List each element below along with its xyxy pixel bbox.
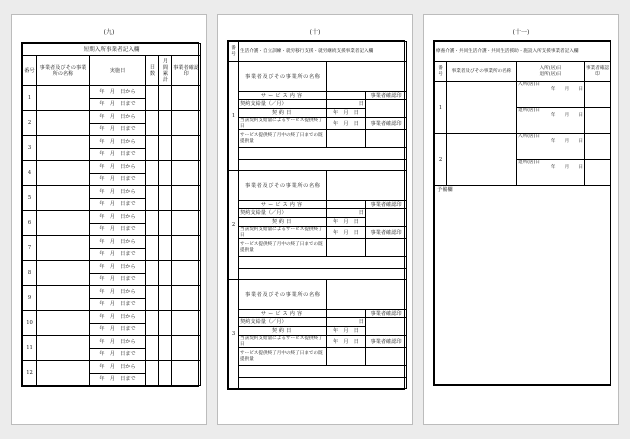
row-number: 1 — [23, 86, 37, 111]
residential-form — [433, 40, 611, 386]
service-field[interactable] — [327, 92, 366, 100]
row-number: 5 — [23, 186, 37, 211]
seal-field[interactable] — [172, 236, 201, 261]
provider-name-field[interactable] — [37, 136, 90, 161]
short-term-form — [21, 42, 199, 387]
seal-label: 事業者確認印 — [366, 227, 407, 239]
monthly-total-field[interactable] — [159, 86, 172, 111]
discharge-date-field[interactable] — [517, 160, 585, 186]
provider-name-field[interactable] — [37, 161, 90, 186]
date-to-field[interactable]: 年 月 日まで — [90, 373, 146, 386]
monthly-total-field[interactable] — [159, 336, 172, 361]
days-field[interactable] — [146, 211, 159, 236]
monthly-total-field[interactable] — [159, 136, 172, 161]
page-number: (九) — [103, 29, 115, 36]
seal-field[interactable] — [172, 361, 201, 386]
provider-name-field[interactable] — [37, 236, 90, 261]
provider-label: 事業者及びその事業所の名称 — [239, 171, 327, 201]
date-to-field[interactable]: 年 月 日まで — [90, 248, 146, 261]
seal-field[interactable] — [172, 336, 201, 361]
provided-amount-label: サービス提供終了月中の終了日までの既提供量 — [239, 239, 327, 257]
date-to-field[interactable]: 年 月 日まで — [90, 173, 146, 186]
date-from-field[interactable]: 年 月 日から — [90, 161, 146, 174]
date-from-field[interactable]: 年 月 日から — [90, 336, 146, 349]
date-to-field[interactable]: 年 月 日まで — [90, 323, 146, 336]
service-field[interactable] — [327, 310, 366, 318]
provider-name-field[interactable] — [37, 361, 90, 386]
days-field[interactable] — [146, 136, 159, 161]
date-from-field[interactable]: 年 月 日から — [90, 111, 146, 124]
days-field[interactable] — [146, 86, 159, 111]
days-field[interactable] — [146, 261, 159, 286]
row-number: 4 — [23, 161, 37, 186]
seal-field[interactable] — [172, 261, 201, 286]
date-to-field[interactable]: 年 月 日まで — [90, 273, 146, 286]
provided-amount-label: サービス提供終了月中の終了日までの既提供量 — [239, 130, 327, 148]
seal-field[interactable] — [366, 130, 407, 148]
days-field[interactable] — [146, 161, 159, 186]
provided-amount-field[interactable] — [327, 130, 366, 148]
provider-name-field[interactable] — [37, 311, 90, 336]
header-provider: 事業者及びその事業所の名称 — [447, 62, 517, 82]
date-to-field[interactable]: 年 月 日まで — [90, 348, 146, 361]
provider-name-field[interactable] — [37, 286, 90, 311]
days-field[interactable] — [146, 311, 159, 336]
block-number: 3 — [229, 280, 239, 389]
form-title: 短期入所事業者記入欄 — [23, 44, 201, 56]
service-label: サービス内容 — [239, 92, 327, 100]
amount-field[interactable]: 日 — [327, 100, 366, 109]
row-number: 2 — [23, 111, 37, 136]
amount-label: 契約支給量（／月） — [239, 100, 327, 109]
row-number: 3 — [23, 136, 37, 161]
header-seal: 事業者確認印 — [585, 62, 611, 82]
contract-date-label: 契約日 — [239, 218, 327, 227]
form-title: 生活介護・自立訓練・就労移行支援・就労継続支援事業者記入欄 — [239, 42, 407, 62]
provider-name-field[interactable] — [37, 86, 90, 111]
contract-date-label: 契約日 — [239, 109, 327, 118]
date-from-field[interactable]: 年 月 日から — [90, 361, 146, 374]
seal-label: 事業者確認印 — [366, 336, 407, 348]
discharge-date-field[interactable] — [517, 108, 585, 134]
provider-name-field[interactable] — [37, 211, 90, 236]
date-from-field[interactable]: 年 月 日から — [90, 186, 146, 199]
seal-field[interactable] — [172, 311, 201, 336]
contract-date-label: 契約日 — [239, 327, 327, 336]
admission-date-field[interactable] — [517, 82, 585, 108]
days-field[interactable] — [146, 111, 159, 136]
seal-field[interactable] — [366, 239, 407, 257]
amount-field[interactable]: 日 — [327, 209, 366, 218]
date-to-field[interactable]: 年 月 日まで — [90, 98, 146, 111]
service-field[interactable] — [327, 201, 366, 209]
form-title: 療養介護・共同生活介護・共同生活援助・施設入所支援事業者記入欄 — [435, 42, 611, 62]
provider-name-field[interactable] — [37, 186, 90, 211]
provider-name-field[interactable] — [327, 62, 407, 92]
monthly-total-field[interactable] — [159, 186, 172, 211]
page-service-contract — [217, 14, 413, 425]
days-field[interactable] — [146, 336, 159, 361]
remarks-field[interactable]: 予備欄 — [435, 186, 611, 385]
blank-row — [239, 378, 407, 389]
seal-label: 事業者確認印 — [366, 310, 407, 318]
date-from-field[interactable]: 年 月 日から — [90, 311, 146, 324]
date-from-field[interactable]: 年 月 日から — [90, 261, 146, 274]
seal-field[interactable] — [366, 318, 407, 336]
date-from-field[interactable]: 年 月 日から — [90, 236, 146, 249]
seal-label: 事業者確認印 — [366, 118, 407, 130]
seal-field[interactable] — [172, 186, 201, 211]
page-short-term-admission — [11, 14, 207, 425]
seal-field[interactable] — [366, 209, 407, 227]
monthly-total-field[interactable] — [159, 161, 172, 186]
short-term-table — [22, 43, 201, 386]
blank-row — [239, 257, 407, 269]
provider-name-field[interactable] — [447, 82, 517, 134]
block-number: 2 — [229, 171, 239, 280]
contract-date-field[interactable]: 年 月 日 — [327, 327, 366, 336]
provider-label: 事業者及びその事業所の名称 — [239, 62, 327, 92]
provider-name-field[interactable] — [327, 171, 407, 201]
seal-field[interactable] — [585, 82, 611, 108]
monthly-total-field[interactable] — [159, 211, 172, 236]
date-from-field[interactable]: 年 月 日から — [90, 211, 146, 224]
amount-label: 契約支給量（／月） — [239, 318, 327, 327]
seal-field[interactable] — [172, 286, 201, 311]
service-label: サービス内容 — [239, 201, 327, 209]
date-to-field[interactable]: 年 月 日まで — [90, 123, 146, 136]
blank-row — [239, 148, 407, 160]
seal-field[interactable] — [585, 134, 611, 160]
seal-field[interactable] — [172, 111, 201, 136]
header-no: 番号 — [229, 42, 239, 62]
termination-label: 当該契約支給量によるサービス提供終了日 — [239, 118, 327, 130]
seal-label: 事業者確認印 — [366, 201, 407, 209]
date-to-field[interactable]: 年 月 日まで — [90, 223, 146, 236]
seal-field[interactable] — [172, 136, 201, 161]
days-field[interactable] — [146, 286, 159, 311]
admission-date-field[interactable] — [517, 134, 585, 160]
date-from-field[interactable]: 年 月 日から — [90, 286, 146, 299]
service-contract-form — [227, 40, 405, 390]
termination-date-field[interactable]: 年 月 日 — [327, 118, 366, 130]
date-to-field[interactable]: 年 月 日まで — [90, 298, 146, 311]
monthly-total-field[interactable] — [159, 261, 172, 286]
blank-row — [239, 160, 407, 171]
row-number: 9 — [23, 286, 37, 311]
monthly-total-field[interactable] — [159, 286, 172, 311]
date-from-field[interactable]: 年 月 日から — [90, 136, 146, 149]
header-provider: 事業者及びその事業所の名称 — [37, 56, 90, 86]
termination-date-field[interactable]: 年 月 日 — [327, 336, 366, 348]
provider-name-field[interactable] — [37, 111, 90, 136]
monthly-total-field[interactable] — [159, 361, 172, 386]
seal-field[interactable] — [366, 100, 407, 118]
seal-field[interactable] — [366, 348, 407, 366]
amount-label: 契約支給量（／月） — [239, 209, 327, 218]
days-field[interactable] — [146, 236, 159, 261]
provider-name-field[interactable] — [37, 261, 90, 286]
row-number: 11 — [23, 336, 37, 361]
row-number: 8 — [23, 261, 37, 286]
page-number: (十) — [309, 29, 321, 36]
termination-label: 当該契約支給量によるサービス提供終了日 — [239, 227, 327, 239]
header-no: 番号 — [23, 56, 37, 86]
seal-field[interactable] — [172, 86, 201, 111]
page-residential-admission — [423, 14, 619, 425]
header-monthly: 月間累計 — [159, 56, 172, 86]
service-label: サービス内容 — [239, 310, 327, 318]
row-number: 2 — [435, 134, 447, 186]
service-contract-table — [228, 41, 407, 389]
row-number: 1 — [435, 82, 447, 134]
discharge-label: 退所(居)日 — [518, 160, 540, 165]
header-seal: 事業者確認印 — [172, 56, 201, 86]
days-field[interactable] — [146, 361, 159, 386]
row-number: 12 — [23, 361, 37, 386]
monthly-total-field[interactable] — [159, 311, 172, 336]
date-ymd: 年 月 日 — [550, 113, 583, 119]
discharge-label: 退所(居)日 — [518, 108, 540, 113]
date-to-field[interactable]: 年 月 日まで — [90, 198, 146, 211]
header-no: 番号 — [435, 62, 447, 82]
contract-date-field[interactable]: 年 月 日 — [327, 109, 366, 118]
residential-table — [434, 41, 611, 385]
date-to-field[interactable]: 年 月 日まで — [90, 148, 146, 161]
date-ymd: 年 月 日 — [550, 87, 583, 93]
days-field[interactable] — [146, 186, 159, 211]
row-number: 10 — [23, 311, 37, 336]
monthly-total-field[interactable] — [159, 236, 172, 261]
date-ymd: 年 月 日 — [550, 165, 583, 171]
seal-field[interactable] — [172, 161, 201, 186]
contract-date-field[interactable]: 年 月 日 — [327, 218, 366, 227]
provided-amount-label: サービス提供終了月中の終了日までの既提供量 — [239, 348, 327, 366]
provider-name-field[interactable] — [327, 280, 407, 310]
seal-label: 事業者確認印 — [366, 92, 407, 100]
row-number: 7 — [23, 236, 37, 261]
provider-name-field[interactable] — [37, 336, 90, 361]
seal-field[interactable] — [585, 160, 611, 186]
page-number: (十一) — [512, 29, 530, 36]
header-days: 日数 — [146, 56, 159, 86]
date-from-field[interactable]: 年 月 日から — [90, 86, 146, 99]
provided-amount-field[interactable] — [327, 348, 366, 366]
header-dates: 実施日 — [90, 56, 146, 86]
block-number: 1 — [229, 62, 239, 171]
amount-field[interactable]: 日 — [327, 318, 366, 327]
seal-field[interactable] — [585, 108, 611, 134]
termination-date-field[interactable]: 年 月 日 — [327, 227, 366, 239]
header-in-out: 入所(居)日 退所(居)日 — [517, 62, 585, 82]
blank-row — [239, 269, 407, 280]
admission-label: 入所(居)日 — [518, 82, 540, 87]
blank-row — [239, 366, 407, 378]
row-number: 6 — [23, 211, 37, 236]
admission-label: 入所(居)日 — [518, 134, 540, 139]
seal-field[interactable] — [172, 211, 201, 236]
provider-label: 事業者及びその事業所の名称 — [239, 280, 327, 310]
termination-label: 当該契約支給量によるサービス提供終了日 — [239, 336, 327, 348]
provider-name-field[interactable] — [447, 134, 517, 186]
monthly-total-field[interactable] — [159, 111, 172, 136]
provided-amount-field[interactable] — [327, 239, 366, 257]
date-ymd: 年 月 日 — [550, 139, 583, 145]
